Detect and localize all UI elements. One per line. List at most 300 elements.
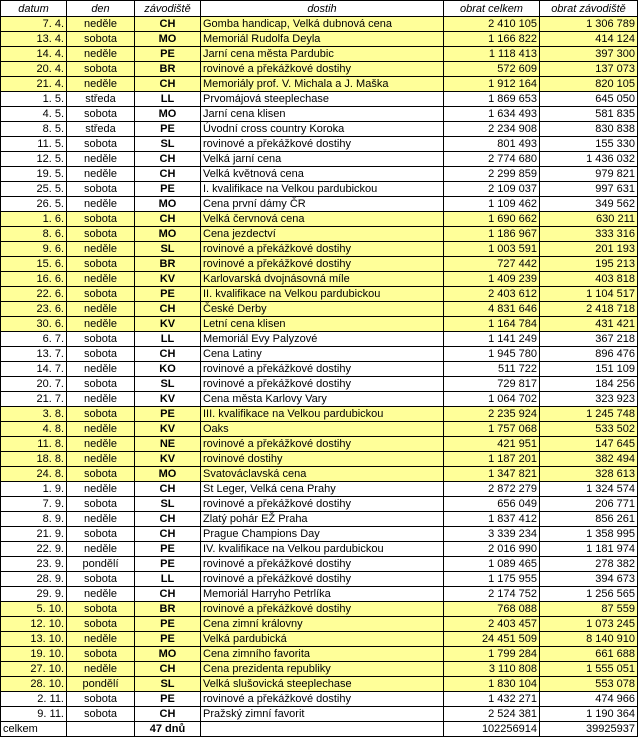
cell-dostih: Velká slušovická steeplechase: [201, 677, 444, 692]
table-row: [1, 467, 638, 482]
cell-dostih: rovinové a překážkové dostihy: [201, 377, 444, 392]
cell-obrat-celkem: 1 690 662: [444, 212, 540, 227]
cell-obrat-zavodiste: 979 821: [540, 167, 638, 182]
cell-datum: 4. 5.: [1, 107, 67, 122]
cell-den: neděle: [67, 197, 135, 212]
cell-zavodiste: SL: [135, 497, 201, 512]
table-row: [1, 227, 638, 242]
cell-datum: 16. 6.: [1, 272, 67, 287]
cell-datum: 28. 10.: [1, 677, 67, 692]
cell-obrat-zavodiste: 414 124: [540, 32, 638, 47]
cell-zavodiste: KV: [135, 392, 201, 407]
cell-obrat-zavodiste: 8 140 910: [540, 632, 638, 647]
cell-dostih: Memoriál Harryho Petrlíka: [201, 587, 444, 602]
cell-zavodiste: MO: [135, 467, 201, 482]
cell-dostih: rovinové a překážkové dostihy: [201, 572, 444, 587]
cell-obrat-zavodiste: 1 181 974: [540, 542, 638, 557]
total-label: celkem: [1, 722, 67, 737]
cell-obrat-zavodiste: 1 104 517: [540, 287, 638, 302]
cell-obrat-celkem: 1 830 104: [444, 677, 540, 692]
cell-dostih: Velká jarní cena: [201, 152, 444, 167]
cell-datum: 19. 10.: [1, 647, 67, 662]
cell-datum: 2. 11.: [1, 692, 67, 707]
table-row: [1, 107, 638, 122]
table-row: [1, 92, 638, 107]
cell-den: sobota: [67, 62, 135, 77]
table-row: [1, 557, 638, 572]
table-row: [1, 167, 638, 182]
cell-datum: 23. 6.: [1, 302, 67, 317]
cell-obrat-zavodiste: 87 559: [540, 602, 638, 617]
cell-zavodiste: KV: [135, 317, 201, 332]
cell-obrat-zavodiste: 645 050: [540, 92, 638, 107]
cell-zavodiste: PE: [135, 632, 201, 647]
cell-obrat-zavodiste: 394 673: [540, 572, 638, 587]
cell-den: neděle: [67, 152, 135, 167]
cell-dostih: Velká červnová cena: [201, 212, 444, 227]
cell-den: pondělí: [67, 677, 135, 692]
cell-den: neděle: [67, 77, 135, 92]
cell-obrat-celkem: 1 634 493: [444, 107, 540, 122]
cell-obrat-zavodiste: 533 502: [540, 422, 638, 437]
cell-den: středa: [67, 92, 135, 107]
table-row: [1, 242, 638, 257]
cell-obrat-zavodiste: 820 105: [540, 77, 638, 92]
cell-obrat-celkem: 2 524 381: [444, 707, 540, 722]
cell-obrat-zavodiste: 1 324 574: [540, 482, 638, 497]
cell-den: neděle: [67, 242, 135, 257]
cell-dostih: rovinové a překážkové dostihy: [201, 362, 444, 377]
cell-datum: 20. 4.: [1, 62, 67, 77]
cell-zavodiste: PE: [135, 692, 201, 707]
cell-den: sobota: [67, 692, 135, 707]
table-row: [1, 152, 638, 167]
cell-datum: 22. 6.: [1, 287, 67, 302]
table-row: [1, 257, 638, 272]
cell-den: sobota: [67, 497, 135, 512]
cell-obrat-zavodiste: 382 494: [540, 452, 638, 467]
cell-obrat-zavodiste: 403 818: [540, 272, 638, 287]
cell-datum: 11. 5.: [1, 137, 67, 152]
cell-dostih: Cena zimního favorita: [201, 647, 444, 662]
cell-den: pondělí: [67, 557, 135, 572]
cell-datum: 1. 9.: [1, 482, 67, 497]
cell-obrat-celkem: 1 757 068: [444, 422, 540, 437]
cell-den: sobota: [67, 377, 135, 392]
cell-obrat-celkem: 1 432 271: [444, 692, 540, 707]
cell-obrat-celkem: 1 166 822: [444, 32, 540, 47]
table-row: [1, 437, 638, 452]
cell-zavodiste: KV: [135, 422, 201, 437]
cell-dostih: Cena prezidenta republiky: [201, 662, 444, 677]
cell-zavodiste: SL: [135, 677, 201, 692]
cell-zavodiste: CH: [135, 212, 201, 227]
cell-obrat-celkem: 1 175 955: [444, 572, 540, 587]
cell-obrat-celkem: 2 109 037: [444, 182, 540, 197]
cell-zavodiste: PE: [135, 617, 201, 632]
cell-den: neděle: [67, 422, 135, 437]
cell-obrat-celkem: 2 299 859: [444, 167, 540, 182]
cell-dostih: Pražský zimní favorit: [201, 707, 444, 722]
cell-obrat-celkem: 421 951: [444, 437, 540, 452]
cell-datum: 25. 5.: [1, 182, 67, 197]
cell-obrat-zavodiste: 1 306 789: [540, 17, 638, 32]
cell-obrat-zavodiste: 1 245 748: [540, 407, 638, 422]
cell-den: neděle: [67, 482, 135, 497]
cell-den: neděle: [67, 272, 135, 287]
table-row: [1, 287, 638, 302]
cell-obrat-celkem: 656 049: [444, 497, 540, 512]
cell-obrat-celkem: 801 493: [444, 137, 540, 152]
cell-dostih: rovinové a překážkové dostihy: [201, 257, 444, 272]
cell-den: neděle: [67, 512, 135, 527]
cell-zavodiste: BR: [135, 257, 201, 272]
cell-obrat-celkem: 1 187 201: [444, 452, 540, 467]
cell-obrat-celkem: 1 912 164: [444, 77, 540, 92]
cell-datum: 26. 5.: [1, 197, 67, 212]
cell-dostih: Cena Latiny: [201, 347, 444, 362]
cell-obrat-zavodiste: 206 771: [540, 497, 638, 512]
cell-obrat-celkem: 2 403 457: [444, 617, 540, 632]
cell-zavodiste: MO: [135, 647, 201, 662]
cell-obrat-zavodiste: 431 421: [540, 317, 638, 332]
table-row: [1, 617, 638, 632]
cell-datum: 5. 10.: [1, 602, 67, 617]
table-row: [1, 392, 638, 407]
cell-datum: 7. 4.: [1, 17, 67, 32]
cell-dostih: rovinové a překážkové dostihy: [201, 437, 444, 452]
cell-datum: 23. 9.: [1, 557, 67, 572]
cell-obrat-zavodiste: 333 316: [540, 227, 638, 242]
cell-dostih: Memoriál Rudolfa Deyla: [201, 32, 444, 47]
cell-obrat-celkem: 729 817: [444, 377, 540, 392]
cell-zavodiste: PE: [135, 122, 201, 137]
table-row: [1, 122, 638, 137]
cell-obrat-celkem: 4 831 646: [444, 302, 540, 317]
table-row: [1, 272, 638, 287]
cell-dostih: Letní cena klisen: [201, 317, 444, 332]
cell-datum: 8. 6.: [1, 227, 67, 242]
cell-zavodiste: CH: [135, 707, 201, 722]
cell-datum: 27. 10.: [1, 662, 67, 677]
cell-dostih: III. kvalifikace na Velkou pardubickou: [201, 407, 444, 422]
cell-obrat-celkem: 1 089 465: [444, 557, 540, 572]
table-row: [1, 212, 638, 227]
cell-zavodiste: CH: [135, 167, 201, 182]
header-datum: datum: [1, 1, 67, 17]
cell-obrat-celkem: 1 837 412: [444, 512, 540, 527]
cell-obrat-celkem: 511 722: [444, 362, 540, 377]
cell-zavodiste: CH: [135, 662, 201, 677]
cell-obrat-zavodiste: 474 966: [540, 692, 638, 707]
cell-obrat-celkem: 572 609: [444, 62, 540, 77]
cell-den: neděle: [67, 662, 135, 677]
cell-obrat-celkem: 1 064 702: [444, 392, 540, 407]
cell-den: středa: [67, 122, 135, 137]
header-zavodiste: závodiště: [135, 1, 201, 17]
cell-datum: 12. 10.: [1, 617, 67, 632]
cell-datum: 13. 4.: [1, 32, 67, 47]
cell-obrat-zavodiste: 1 256 565: [540, 587, 638, 602]
cell-den: sobota: [67, 407, 135, 422]
header-den: den: [67, 1, 135, 17]
cell-zavodiste: CH: [135, 482, 201, 497]
cell-dostih: II. kvalifikace na Velkou pardubickou: [201, 287, 444, 302]
cell-obrat-celkem: 1 186 967: [444, 227, 540, 242]
cell-den: sobota: [67, 227, 135, 242]
cell-zavodiste: CH: [135, 77, 201, 92]
cell-datum: 14. 7.: [1, 362, 67, 377]
cell-datum: 28. 9.: [1, 572, 67, 587]
cell-den: neděle: [67, 437, 135, 452]
cell-zavodiste: SL: [135, 377, 201, 392]
cell-obrat-zavodiste: 195 213: [540, 257, 638, 272]
cell-den: neděle: [67, 587, 135, 602]
cell-obrat-celkem: 768 088: [444, 602, 540, 617]
cell-obrat-celkem: 727 442: [444, 257, 540, 272]
cell-obrat-zavodiste: 278 382: [540, 557, 638, 572]
cell-den: neděle: [67, 362, 135, 377]
cell-obrat-celkem: 1 799 284: [444, 647, 540, 662]
table-row: [1, 62, 638, 77]
cell-obrat-celkem: 1 945 780: [444, 347, 540, 362]
table-row: [1, 362, 638, 377]
table-row: [1, 332, 638, 347]
cell-datum: 22. 9.: [1, 542, 67, 557]
cell-dostih: IV. kvalifikace na Velkou pardubickou: [201, 542, 444, 557]
cell-zavodiste: CH: [135, 302, 201, 317]
cell-zavodiste: PE: [135, 47, 201, 62]
total-obrat-zavodiste: 39925937: [540, 722, 638, 737]
cell-zavodiste: CH: [135, 17, 201, 32]
cell-datum: 14. 4.: [1, 47, 67, 62]
cell-zavodiste: SL: [135, 137, 201, 152]
cell-obrat-zavodiste: 201 193: [540, 242, 638, 257]
cell-datum: 9. 6.: [1, 242, 67, 257]
cell-zavodiste: BR: [135, 62, 201, 77]
cell-dostih: St Leger, Velká cena Prahy: [201, 482, 444, 497]
cell-den: neděle: [67, 302, 135, 317]
cell-datum: 15. 6.: [1, 257, 67, 272]
cell-datum: 29. 9.: [1, 587, 67, 602]
cell-obrat-zavodiste: 328 613: [540, 467, 638, 482]
cell-obrat-zavodiste: 1 073 245: [540, 617, 638, 632]
header-obrat-celkem: obrat celkem: [444, 1, 540, 17]
cell-den: neděle: [67, 542, 135, 557]
total-days: 47 dnů: [135, 722, 201, 737]
cell-zavodiste: KV: [135, 452, 201, 467]
cell-obrat-celkem: 1 141 249: [444, 332, 540, 347]
cell-datum: 1. 6.: [1, 212, 67, 227]
table-row: [1, 497, 638, 512]
cell-zavodiste: MO: [135, 32, 201, 47]
cell-den: sobota: [67, 647, 135, 662]
cell-den: sobota: [67, 182, 135, 197]
cell-zavodiste: PE: [135, 542, 201, 557]
cell-zavodiste: LL: [135, 92, 201, 107]
cell-zavodiste: LL: [135, 572, 201, 587]
table-body: [1, 17, 638, 722]
cell-zavodiste: PE: [135, 182, 201, 197]
table-row: [1, 47, 638, 62]
cell-obrat-celkem: 1 409 239: [444, 272, 540, 287]
table-row: [1, 452, 638, 467]
cell-datum: 8. 9.: [1, 512, 67, 527]
cell-den: neděle: [67, 317, 135, 332]
table-row: [1, 182, 638, 197]
cell-obrat-celkem: 2 403 612: [444, 287, 540, 302]
cell-dostih: I. kvalifikace na Velkou pardubickou: [201, 182, 444, 197]
cell-den: neděle: [67, 47, 135, 62]
cell-dostih: Oaks: [201, 422, 444, 437]
cell-obrat-celkem: 24 451 509: [444, 632, 540, 647]
table-row: [1, 662, 638, 677]
cell-obrat-zavodiste: 367 218: [540, 332, 638, 347]
cell-dostih: Prague Champions Day: [201, 527, 444, 542]
cell-den: neděle: [67, 452, 135, 467]
cell-obrat-zavodiste: 323 923: [540, 392, 638, 407]
cell-dostih: Cena jezdectví: [201, 227, 444, 242]
cell-dostih: Zlatý pohár EŽ Praha: [201, 512, 444, 527]
table-row: [1, 707, 638, 722]
cell-obrat-zavodiste: 184 256: [540, 377, 638, 392]
cell-datum: 24. 8.: [1, 467, 67, 482]
cell-obrat-celkem: 1 869 653: [444, 92, 540, 107]
cell-den: sobota: [67, 602, 135, 617]
table-row: [1, 302, 638, 317]
cell-den: sobota: [67, 527, 135, 542]
cell-datum: 11. 8.: [1, 437, 67, 452]
cell-zavodiste: SL: [135, 242, 201, 257]
table-row: [1, 542, 638, 557]
cell-datum: 20. 7.: [1, 377, 67, 392]
cell-obrat-zavodiste: 349 562: [540, 197, 638, 212]
cell-dostih: Memoriály prof. V. Michala a J. Maška: [201, 77, 444, 92]
cell-datum: 21. 7.: [1, 392, 67, 407]
cell-zavodiste: MO: [135, 197, 201, 212]
table-row: [1, 137, 638, 152]
cell-den: sobota: [67, 287, 135, 302]
table-row: [1, 407, 638, 422]
cell-datum: 13. 7.: [1, 347, 67, 362]
cell-obrat-celkem: 2 774 680: [444, 152, 540, 167]
cell-obrat-zavodiste: 1 190 364: [540, 707, 638, 722]
header-obrat-zavodiste: obrat závodiště: [540, 1, 638, 17]
table-row: [1, 677, 638, 692]
total-obrat-celkem: 102256914: [444, 722, 540, 737]
cell-zavodiste: PE: [135, 557, 201, 572]
cell-obrat-celkem: 1 109 462: [444, 197, 540, 212]
cell-dostih: Úvodní cross country Koroka: [201, 122, 444, 137]
cell-datum: 4. 8.: [1, 422, 67, 437]
cell-datum: 30. 6.: [1, 317, 67, 332]
cell-den: sobota: [67, 332, 135, 347]
cell-obrat-zavodiste: 147 645: [540, 437, 638, 452]
cell-zavodiste: NE: [135, 437, 201, 452]
cell-datum: 1. 5.: [1, 92, 67, 107]
table-row: [1, 527, 638, 542]
table-row: [1, 692, 638, 707]
cell-dostih: rovinové a překážkové dostihy: [201, 602, 444, 617]
cell-obrat-celkem: 3 110 808: [444, 662, 540, 677]
cell-dostih: rovinové a překážkové dostihy: [201, 242, 444, 257]
cell-zavodiste: BR: [135, 602, 201, 617]
cell-datum: 6. 7.: [1, 332, 67, 347]
cell-obrat-zavodiste: 630 211: [540, 212, 638, 227]
table-row: [1, 347, 638, 362]
cell-zavodiste: CH: [135, 347, 201, 362]
cell-dostih: rovinové a překážkové dostihy: [201, 497, 444, 512]
cell-dostih: Jarní cena klisen: [201, 107, 444, 122]
cell-obrat-zavodiste: 1 358 995: [540, 527, 638, 542]
cell-obrat-celkem: 1 347 821: [444, 467, 540, 482]
cell-obrat-zavodiste: 856 261: [540, 512, 638, 527]
total-empty-race: [201, 722, 444, 737]
cell-dostih: Karlovarská dvojnásovná míle: [201, 272, 444, 287]
table-row: [1, 602, 638, 617]
table-row: [1, 377, 638, 392]
cell-obrat-zavodiste: 581 835: [540, 107, 638, 122]
cell-den: sobota: [67, 257, 135, 272]
cell-datum: 18. 8.: [1, 452, 67, 467]
cell-obrat-celkem: 1 164 784: [444, 317, 540, 332]
cell-den: sobota: [67, 707, 135, 722]
cell-dostih: Velká květnová cena: [201, 167, 444, 182]
cell-obrat-zavodiste: 155 330: [540, 137, 638, 152]
cell-datum: 21. 9.: [1, 527, 67, 542]
table-row: [1, 647, 638, 662]
cell-den: neděle: [67, 632, 135, 647]
cell-dostih: rovinové a překážkové dostihy: [201, 62, 444, 77]
cell-zavodiste: CH: [135, 587, 201, 602]
cell-zavodiste: MO: [135, 227, 201, 242]
table-row: [1, 512, 638, 527]
cell-zavodiste: MO: [135, 107, 201, 122]
cell-zavodiste: KO: [135, 362, 201, 377]
cell-dostih: Svatováclavská cena: [201, 467, 444, 482]
cell-obrat-zavodiste: 137 073: [540, 62, 638, 77]
cell-dostih: Cena zimní královny: [201, 617, 444, 632]
cell-datum: 19. 5.: [1, 167, 67, 182]
cell-zavodiste: CH: [135, 512, 201, 527]
cell-dostih: Jarní cena města Pardubic: [201, 47, 444, 62]
cell-zavodiste: KV: [135, 272, 201, 287]
cell-obrat-zavodiste: 830 838: [540, 122, 638, 137]
cell-obrat-celkem: 1 118 413: [444, 47, 540, 62]
table-row: [1, 77, 638, 92]
cell-dostih: Gomba handicap, Velká dubnová cena: [201, 17, 444, 32]
table-row: [1, 422, 638, 437]
cell-datum: 21. 4.: [1, 77, 67, 92]
cell-datum: 13. 10.: [1, 632, 67, 647]
cell-datum: 9. 11.: [1, 707, 67, 722]
cell-zavodiste: CH: [135, 527, 201, 542]
cell-obrat-zavodiste: 151 109: [540, 362, 638, 377]
cell-dostih: Cena města Karlovy Vary: [201, 392, 444, 407]
total-empty: [67, 722, 135, 737]
cell-zavodiste: PE: [135, 407, 201, 422]
cell-den: sobota: [67, 107, 135, 122]
cell-dostih: České Derby: [201, 302, 444, 317]
cell-dostih: Cena první dámy ČR: [201, 197, 444, 212]
cell-obrat-zavodiste: 1 436 032: [540, 152, 638, 167]
table-row: [1, 587, 638, 602]
cell-obrat-celkem: 1 003 591: [444, 242, 540, 257]
total-row: [1, 722, 638, 737]
cell-obrat-celkem: 2 016 990: [444, 542, 540, 557]
cell-datum: 3. 8.: [1, 407, 67, 422]
cell-den: sobota: [67, 212, 135, 227]
